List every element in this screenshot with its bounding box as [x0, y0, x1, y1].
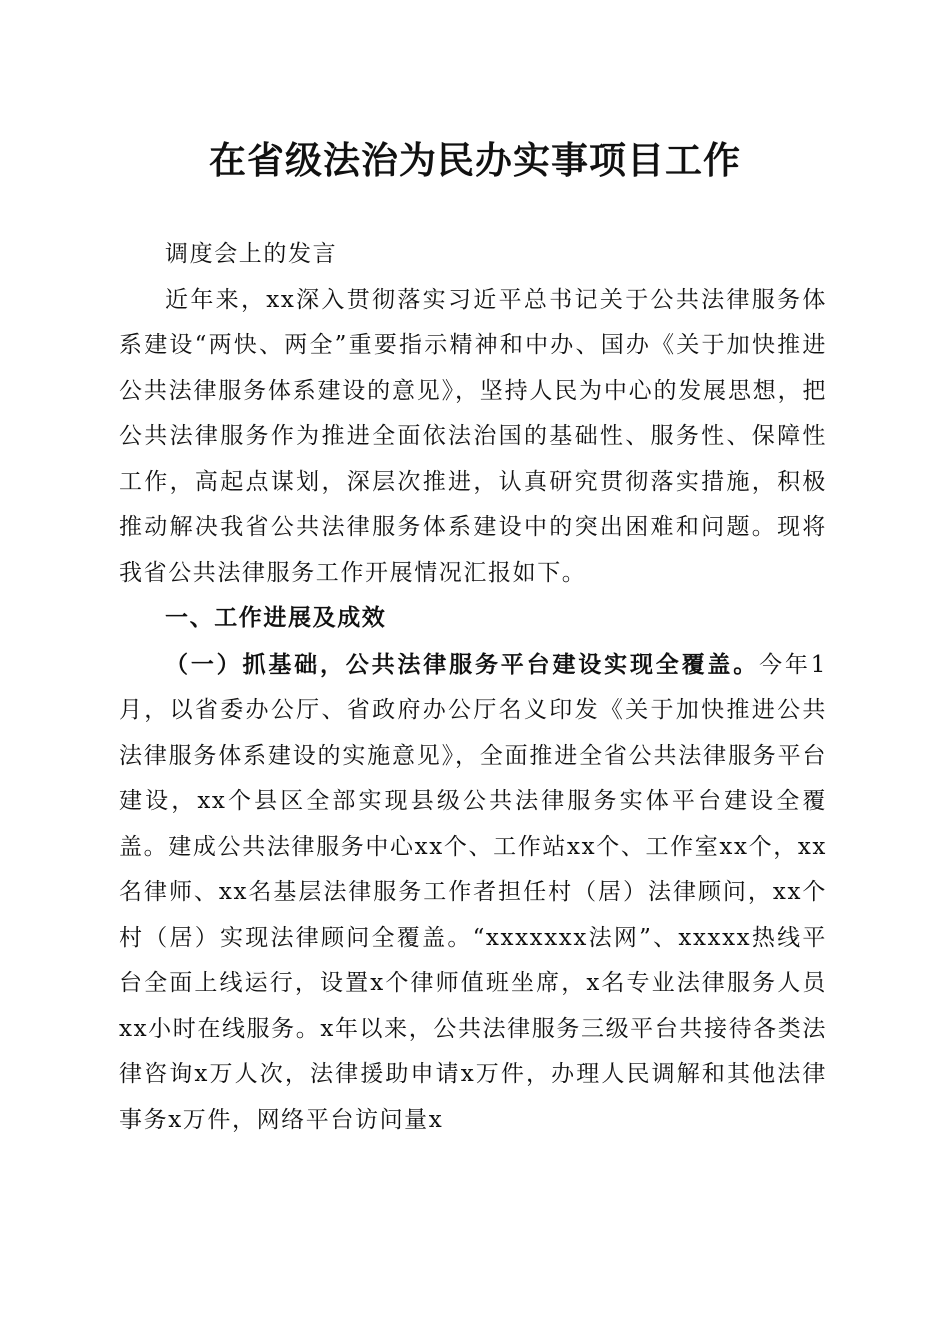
document-title: 在省级法治为民办实事项目工作 — [209, 138, 741, 182]
intro-paragraph: 近年来，xx深入贯彻落实习近平总书记关于公共法律服务体系建设“两快、两全”重要指示精神和中办、国办《关于加快推进公共法律服务体系建设的意见》，坚持人民为中心的发展思想，把公共法律服务作为推进全面依法治国的基础性、服务性、保障性工作，高起点谋划，深层次推进，认真研究贯彻落实措施，积极推动解决我省公共法律服务体系建设中的突出困难和问题。现将我省公共法律服务工作开展情况汇报如下。 — [119, 286, 827, 586]
document-body — [119, 232, 827, 1143]
paragraph-1-body: 今年1月，以省委办公厅、省政府办公厅名义印发《关于加快推进公共法律服务体系建设的实施意见》，全面推进全省公共法律服务平台建设，xx个县区全部实现县级公共法律服务实体平台建设全覆盖。建成公共法律服务中心xx个、工作站xx个、工作室xx个，xx名律师、xx名基层法律服务工作者担任村（居）法律顾问，xx个村（居）实现法律顾问全覆盖。“xxxxxxx法网”、xxxxx热线平台全面上线运行，设置x个律师值班坐席，x名专业法律服务人员xx小时在线服务。x年以来，公共法律服务三级平台共接待各类法律咨询x万人次，法律援助申请x万件，办理人民调解和其他法律事务x万件，网络平台访问量x — [119, 651, 827, 1133]
paragraph-1 — [119, 642, 827, 1144]
section-heading: 一、工作进展及成效 — [165, 605, 387, 631]
document-subtitle: 调度会上的发言 — [165, 241, 338, 267]
paragraph-1-lead: （一）抓基础，公共法律服务平台建设实现全覆盖。 — [165, 650, 760, 678]
